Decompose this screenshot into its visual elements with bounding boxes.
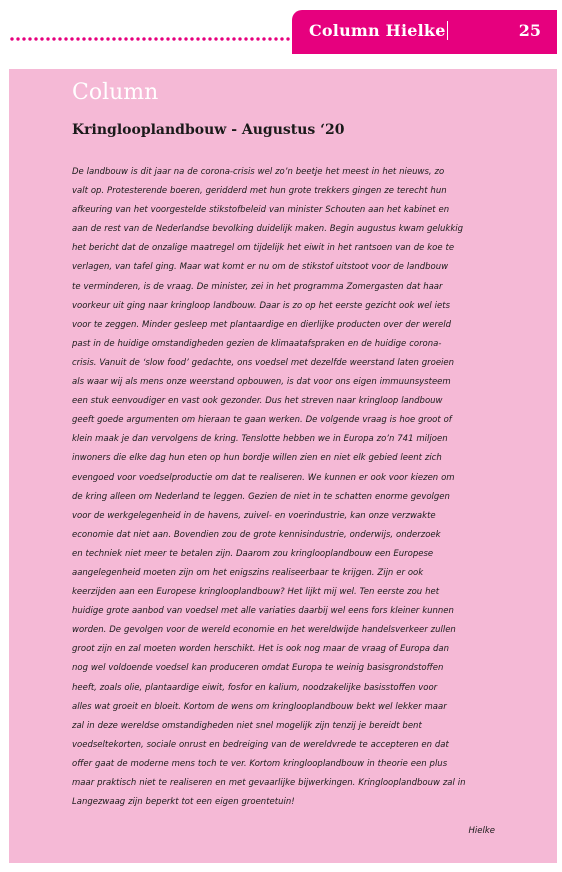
- author-signature: Hielke: [468, 826, 495, 836]
- body-line: en techniek niet meer te betalen zijn. Daarom zou kringlooplandbouw een Europese: [72, 548, 434, 559]
- body-line: groot zijn en zal moeten worden herschikt. Het is ook nog maar de vraag of Europa dan: [72, 644, 449, 655]
- body-line: klein maak je dan vervolgens de kring. Tenslotte hebben we in Europa zo’n 741 miljoen: [72, 434, 448, 445]
- body-line: voorkeur uit ging naar kringloop landbouw. Daar is zo op het eerste gezicht ook wel iets: [72, 300, 451, 311]
- section-heading: Column: [72, 80, 159, 105]
- body-line: evengoed voor voedselproductie om dat te realiseren. We kunnen er ook voor kiezen om: [72, 472, 455, 483]
- page-number: 25: [518, 21, 541, 40]
- body-line: offer gaat de moderne mens toch te ver. Kortom kringlooplandbouw in theorie een plus: [72, 758, 448, 769]
- body-line: aangelegenheid moeten zijn om het enigszins realiseerbaar te krijgen. Zijn er ook: [72, 567, 424, 578]
- header-tab: [292, 10, 557, 54]
- body-line: huidige grote aanbod van voedsel met alle variaties daarbij wel eens fors kleiner kunnen: [72, 606, 454, 617]
- dotted-rule: [9, 36, 292, 42]
- body-line: past in de huidige omstandigheden gezien de klimaatafspraken en de huidige corona-: [72, 338, 442, 349]
- body-line: inwoners die elke dag hun eten op hun bordje willen zien en niet elk gebied leent zich: [72, 453, 442, 464]
- body-line: worden. De gevolgen voor de wereld economie en het wereldwijde handelsverkeer zullen: [72, 625, 456, 636]
- header-title: Column Hielke: [309, 21, 446, 40]
- body-line: een stuk eenvoudiger en vast ook gezonder. Dus het streven naar kringloop landbouw: [72, 396, 443, 407]
- body-line: afkeuring van het voorgestelde stikstofbeleid van minister Schouten aan het kabinet en: [72, 205, 450, 216]
- body-line: voor te zeggen. Minder gesleep met plantaardige en dierlijke producten over der wereld: [72, 319, 451, 330]
- body-line: zal in deze wereldse omstandigheden niet snel mogelijk zijn tenzij je bereidt bent: [72, 720, 422, 731]
- body-line: keerzijden aan een Europese kringlooplandbouw? Het lijkt mij wel. Ten eerste zou het: [72, 587, 440, 598]
- body-line: alles wat groeit en bloeit. Kortom de wens om kringlooplandbouw bekt wel lekker maar: [72, 701, 447, 712]
- body-line: de kring alleen om Nederland te leggen. Gezien de niet in te schatten enorme gevolgen: [72, 491, 450, 502]
- body-line: als waar wij als mens onze weerstand opbouwen, is dat voor ons eigen immuunsysteem: [72, 377, 451, 388]
- body-line: Langezwaag zijn beperkt tot een eigen groentetuin!: [72, 797, 295, 808]
- text-cursor: [447, 21, 448, 40]
- article-title: Kringlooplandbouw - Augustus ‘20: [72, 122, 345, 138]
- body-line: voor de werkgelegenheid in de havens, zuivel- en voerindustrie, kan onze verzwakte: [72, 510, 436, 521]
- body-line: De landbouw is dit jaar na de corona-crisis wel zo’n beetje het meest in het nieuws, zo: [72, 167, 445, 177]
- body-line: crisis. Vanuit de ‘slow food’ gedachte, ons voedsel met dezelfde weerstand laten groeien: [72, 357, 455, 368]
- body-line: valt op. Protesterende boeren, geridderd met hun grote trekkers gingen ze terecht hun: [72, 186, 447, 197]
- article-body: [72, 163, 496, 812]
- body-line: aan de rest van de Nederlandse bevolking duidelijk maken. Begin augustus kwam gelukkig: [72, 224, 463, 235]
- body-line: te verminderen, is de vraag. De minister, zei in het programma Zomergasten dat haar: [72, 281, 443, 292]
- body-line: voedseltekorten, sociale onrust en bedreiging van de wereldvrede te accepteren en dat: [72, 739, 449, 750]
- body-line: verlagen, van tafel ging. Maar wat komt er nu om de stikstof uitstoot voor de landbouw: [72, 262, 449, 273]
- body-line: economie dat niet aan. Bovendien zou de grote kennisindustrie, onderwijs, onderzoek: [72, 529, 441, 540]
- body-line: maar praktisch niet te realiseren en met gevaarlijke bijwerkingen. Kringlooplandbouw zal in: [72, 778, 466, 788]
- body-line: het bericht dat de onzalige maatregel om tijdelijk het eiwit in het rantsoen van de koe te: [72, 243, 455, 254]
- body-line: nog wel voldoende voedsel kan produceren omdat Europa te weinig basisgrondstoffen: [72, 663, 444, 674]
- column-panel: [9, 69, 557, 863]
- body-line: geeft goede argumenten om hieraan te gaan werken. De volgende vraag is hoe groot of: [72, 415, 452, 426]
- body-line: heeft, zoals olie, plantaardige eiwit, fosfor en kalium, noodzakelijke basisstoffen voor: [72, 682, 438, 693]
